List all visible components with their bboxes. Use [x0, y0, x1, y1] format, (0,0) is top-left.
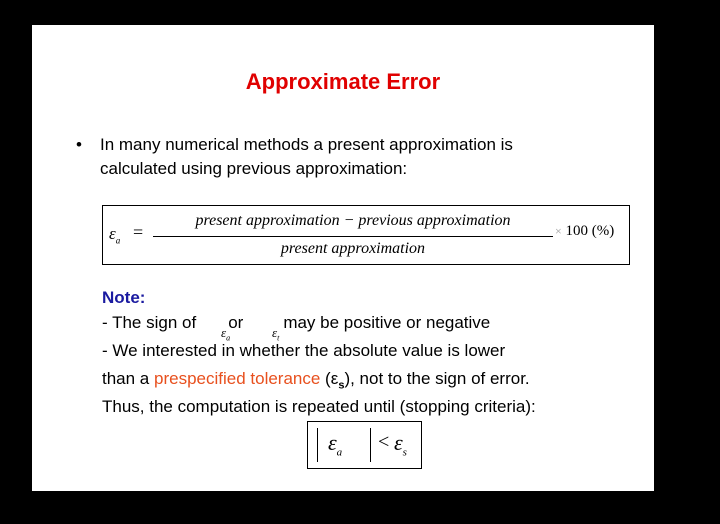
stop-less-than: < [378, 431, 390, 453]
abs-bar-left [317, 428, 318, 462]
formula-numerator: present approximation − previous approximation [195, 212, 511, 229]
bullet-line-1: In many numerical methods a present approximation is [100, 135, 513, 154]
formula-denominator: present approximation [280, 240, 426, 257]
note-heading: Note: [102, 288, 146, 307]
note-line-3: than a prespecified tolerance $(\varepsilon_s)$, not to the sign of error. [102, 369, 530, 392]
prespecified-tolerance-text: prespecified tolerance [154, 369, 321, 388]
stop-epsilon-s: $\varepsilon_s$ [394, 430, 407, 459]
stop-epsilon-a: $\varepsilon_a$ [328, 430, 343, 459]
formula-lhs: $\varepsilon_a$ [109, 224, 121, 246]
slide-title: Approximate Error [245, 69, 441, 94]
bullet-line-2: calculated using previous approximation: [100, 159, 408, 178]
bullet-icon: • [76, 135, 82, 154]
approximate-error-formula [102, 205, 630, 265]
epsilon-t-symbol: $\varepsilon_t$ [272, 325, 280, 343]
formula-equals: = [133, 222, 144, 242]
abs-bar-right [370, 428, 371, 462]
fraction-bar [153, 236, 553, 237]
note-line-4: Thus, the computation is repeated until (stopping criteria): [102, 397, 536, 416]
note-line-1: - The sign of or may be positive or negative [102, 313, 491, 332]
note-line-2: - We interested in whether the absolute value is lower [102, 341, 506, 360]
formula-multiplier: × 100 (%) [555, 223, 615, 239]
slide [32, 25, 654, 491]
stopping-criteria-formula [307, 421, 422, 469]
epsilon-a-symbol: $\varepsilon_a$ [221, 325, 231, 343]
bullet-point [76, 133, 600, 181]
